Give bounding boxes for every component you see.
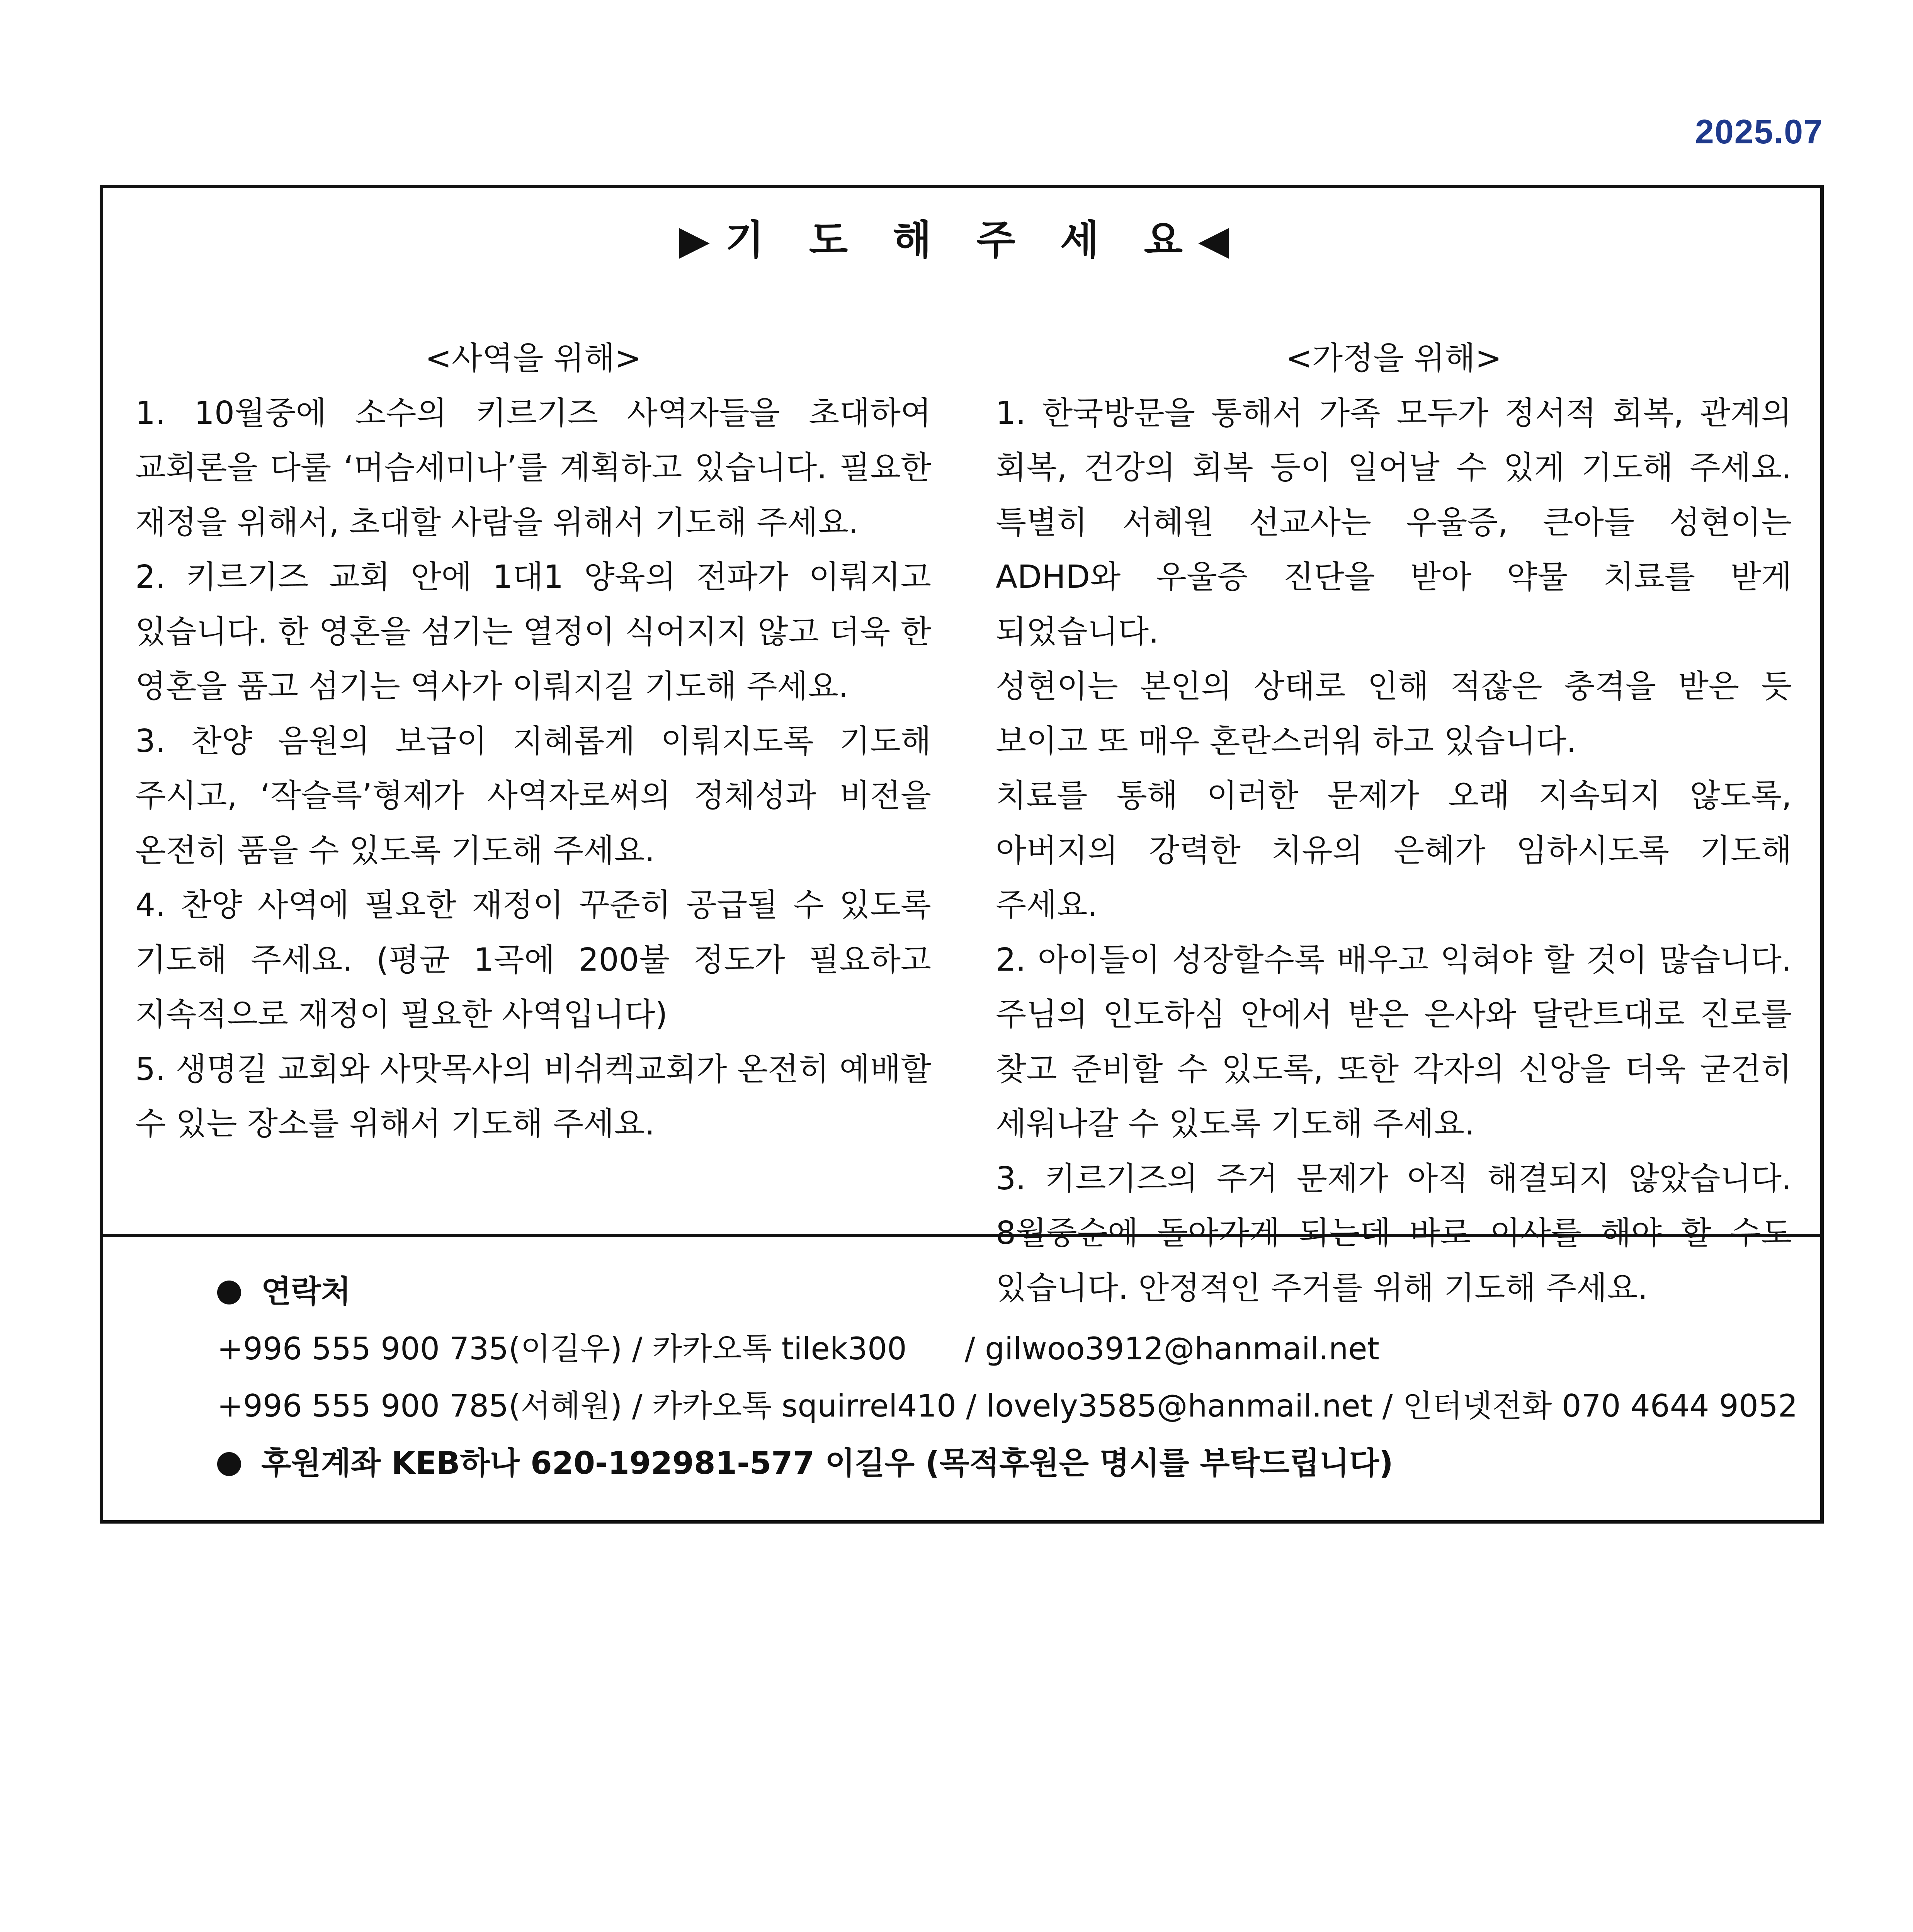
ministry-item-1: 1. 10월중에 소수의 키르기즈 사역자들을 초대하여 교회론을 다룰 ‘머슴세미나’를 계획하고 있습니다. 필요한 재정을 위해서, 초대할 사람을 위해서 기도해 주세요. <box>135 395 931 541</box>
contact-section <box>217 1263 1798 1492</box>
contact-line-1 <box>217 1320 1798 1378</box>
account-row <box>217 1435 1798 1492</box>
ministry-item-3: 3. 찬양 음원의 보급이 지혜롭게 이뤄지도록 기도해 주시고, ‘작슬륵’형제가 사역자로써의 정체성과 비전을 온전히 품을 수 있도록 기도해 주세요. <box>135 723 931 869</box>
prayer-title: ▶기 도 해 주 세 요◀ <box>679 216 1245 264</box>
family-item-1: 1. 한국방문을 통해서 가족 모두가 정서적 회복, 관계의 회복, 건강의 회복 등이 일어날 수 있게 기도해 주세요. 특별히 서혜원 선교사는 우울증, 큰아들 성현이는 ADHD와 우울증 진단을 받아 약물 치료를 받게 되었습니다. <box>996 395 1792 650</box>
bullet-icon <box>217 1281 241 1304</box>
ministry-item-2: 2. 키르기즈 교회 안에 1대1 양육의 전파가 이뤄지고 있습니다. 한 영혼을 섬기는 열정이 식어지지 않고 더욱 한 영혼을 품고 섬기는 역사가 이뤄지길 기도해 주세요. <box>135 559 931 705</box>
prayer-request-box <box>100 185 1824 1524</box>
family-column <box>996 331 1792 1315</box>
account-info: 후원계좌 KEB하나 620-192981-577 이길우 (목적후원은 명시를 부탁드립니다) <box>261 1445 1393 1481</box>
family-item-1-cont-b: 치료를 통해 이러한 문제가 오래 지속되지 않도록, 아버지의 강력한 치유의 은혜가 임하시도록 기도해 주세요. <box>996 777 1792 923</box>
family-item-2: 2. 아이들이 성장할수록 배우고 익혀야 할 것이 많습니다. 주님의 인도하심 안에서 받은 은사와 달란트대로 진로를 찾고 준비할 수 있도록, 또한 각자의 신앙을 더욱 굳건히 세워나갈 수 있도록 기도해 주세요. <box>996 941 1792 1142</box>
ministry-item-4: 4. 찬양 사역에 필요한 재정이 꾸준히 공급될 수 있도록 기도해 주세요. (평균 1곡에 200불 정도가 필요하고 지속적으로 재정이 필요한 사역입니다) <box>135 887 931 1033</box>
contact-label: 연락처 <box>261 1274 351 1310</box>
contact-line-2: +996 555 900 785(서혜원) / 카카오톡 squirrel410 / lovely3585@hanmail.net / 인터넷전화 070 4644 9052 <box>217 1388 1798 1424</box>
contact-email-1: / gilwoo3912@hanmail.net <box>964 1331 1379 1367</box>
bullet-icon <box>217 1452 241 1476</box>
family-item-1-cont-a: 성현이는 본인의 상태로 인해 적잖은 충격을 받은 듯 보이고 또 매우 혼란스러워 하고 있습니다. <box>996 668 1792 760</box>
family-item-3: 3. 키르기즈의 주거 문제가 아직 해결되지 않았습니다. 8월중순에 돌아가게 되는데 바로 이사를 해야 할 수도 있습니다. 안정적인 주거를 위해 기도해 주세요. <box>996 1160 1792 1306</box>
family-heading: <가정을 위해> <box>1286 340 1502 377</box>
ministry-column <box>135 331 931 1151</box>
newsletter-date: 2025.07 <box>1695 112 1823 151</box>
ministry-heading: <사역을 위해> <box>425 340 641 377</box>
contact-heading-row <box>217 1263 1798 1320</box>
contact-phone-1: +996 555 900 735(이길우) / 카카오톡 tilek300 <box>217 1331 907 1367</box>
ministry-item-5: 5. 생명길 교회와 사맛목사의 비쉬켁교회가 온전히 예배할 수 있는 장소를 위해서 기도해 주세요. <box>135 1051 931 1142</box>
section-divider <box>103 1234 1820 1237</box>
